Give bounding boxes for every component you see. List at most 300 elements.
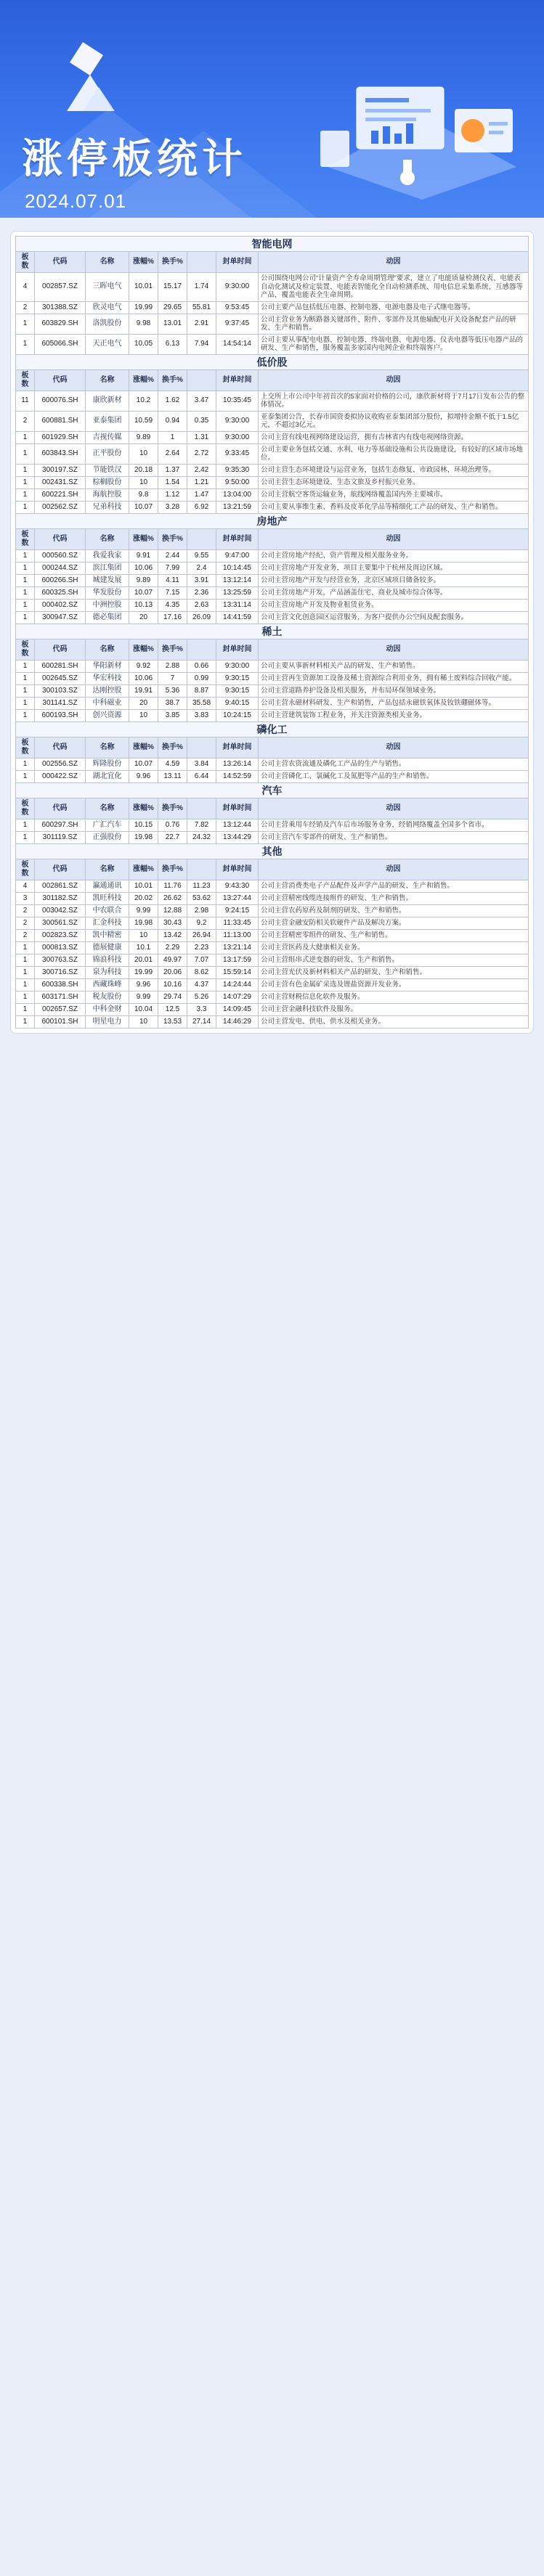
column-header: 动因	[259, 798, 529, 819]
boards-cell: 1	[16, 831, 35, 843]
change-cell: 9.89	[129, 431, 158, 443]
change-cell: 20	[129, 697, 158, 709]
stock-name-cell: 凯中精密	[86, 929, 129, 941]
change-cell: 10.2	[129, 391, 158, 411]
column-header: 动因	[259, 859, 529, 880]
turnover-cell: 12.88	[158, 904, 187, 917]
column-header: 板数	[16, 639, 35, 660]
stock-name-cell: 湖北宜化	[86, 770, 129, 782]
boards-cell: 1	[16, 586, 35, 599]
column-header: 代码	[35, 859, 86, 880]
code-cell: 002823.SZ	[35, 929, 86, 941]
change-cell: 20.02	[129, 892, 158, 904]
column-header	[187, 639, 216, 660]
code-cell: 000560.SZ	[35, 549, 86, 562]
seal-amount-cell: 5.26	[187, 991, 216, 1003]
limit-up-table	[15, 236, 529, 1029]
turnover-cell: 0.76	[158, 819, 187, 831]
boards-cell: 2	[16, 929, 35, 941]
code-cell: 600221.SH	[35, 488, 86, 501]
stock-name-cell: 中科磁业	[86, 697, 129, 709]
column-header-row	[16, 252, 529, 273]
reason-cell: 公司主营文化创意园区运营服务，为客户提供办公空间及配套服务。	[259, 611, 529, 623]
boards-cell: 1	[16, 476, 35, 488]
boards-cell: 1	[16, 660, 35, 672]
seal-time-cell: 9:30:00	[216, 431, 259, 443]
column-header: 封单时间	[216, 639, 259, 660]
turnover-cell: 29.65	[158, 301, 187, 314]
turnover-cell: 13.42	[158, 929, 187, 941]
reason-cell: 公司主要从事配电电器、控制电器、终端电器、电源电器、仪表电器等低压电器产品的研发、生产和销售，服务覆盖多家国内电网企业和终端客户。	[259, 334, 529, 354]
seal-amount-cell: 1.74	[187, 273, 216, 302]
table-row	[16, 501, 529, 513]
column-header: 名称	[86, 369, 129, 391]
code-cell: 600101.SH	[35, 1015, 86, 1028]
column-header: 涨幅%	[129, 528, 158, 549]
reason-cell: 公司主营组串式逆变器的研发、生产和销售。	[259, 954, 529, 966]
seal-time-cell: 13:12:44	[216, 819, 259, 831]
code-cell: 301141.SZ	[35, 697, 86, 709]
change-cell: 9.8	[129, 488, 158, 501]
table-row	[16, 549, 529, 562]
boards-cell: 3	[16, 892, 35, 904]
change-cell: 20.18	[129, 464, 158, 476]
column-header	[187, 528, 216, 549]
column-header: 名称	[86, 737, 129, 758]
stock-name-cell: 锦浪科技	[86, 954, 129, 966]
change-cell: 9.96	[129, 770, 158, 782]
boards-cell: 1	[16, 501, 35, 513]
reason-cell: 公司主营消费类电子产品配件及声学产品的研发、生产和销售。	[259, 880, 529, 892]
turnover-cell: 5.36	[158, 684, 187, 697]
table-row	[16, 431, 529, 443]
change-cell: 19.98	[129, 917, 158, 929]
change-cell: 10.07	[129, 501, 158, 513]
column-header: 动因	[259, 737, 529, 758]
seal-time-cell: 13:21:59	[216, 501, 259, 513]
stock-name-cell: 泉为科技	[86, 966, 129, 978]
code-cell: 000813.SZ	[35, 941, 86, 954]
turnover-cell: 22.7	[158, 831, 187, 843]
turnover-cell: 1.12	[158, 488, 187, 501]
turnover-cell: 15.17	[158, 273, 187, 302]
seal-amount-cell: 0.35	[187, 411, 216, 431]
boards-cell: 2	[16, 301, 35, 314]
change-cell: 10.15	[129, 819, 158, 831]
seal-time-cell: 10:24:15	[216, 709, 259, 721]
seal-amount-cell: 3.83	[187, 709, 216, 721]
column-header: 涨幅%	[129, 859, 158, 880]
seal-amount-cell: 8.62	[187, 966, 216, 978]
seal-amount-cell: 35.58	[187, 697, 216, 709]
code-cell: 600193.SH	[35, 709, 86, 721]
boards-cell: 1	[16, 684, 35, 697]
boards-cell: 1	[16, 334, 35, 354]
code-cell: 301119.SZ	[35, 831, 86, 843]
turnover-cell: 12.5	[158, 1003, 187, 1015]
change-cell: 10.07	[129, 586, 158, 599]
reason-cell: 亚泰集团公告，长春市国资委拟协议收购亚泰集团部分股份，拟增持金额不低于1.5亿元，不超过3亿元。	[259, 411, 529, 431]
column-header: 换手%	[158, 859, 187, 880]
turnover-cell: 13.53	[158, 1015, 187, 1028]
code-cell: 603843.SH	[35, 443, 86, 464]
seal-amount-cell: 3.91	[187, 574, 216, 586]
reason-cell: 公司主营再生资源加工设备及稀土资源综合利用业务，拥有稀土废料综合回收产能。	[259, 672, 529, 684]
stock-name-cell: 达刚控股	[86, 684, 129, 697]
change-cell: 19.91	[129, 684, 158, 697]
table-row	[16, 954, 529, 966]
section-header-row	[16, 513, 529, 528]
page-date: 2024.07.01	[25, 190, 127, 212]
table-row	[16, 917, 529, 929]
seal-time-cell: 15:59:14	[216, 966, 259, 978]
seal-time-cell: 9:30:00	[216, 660, 259, 672]
column-header: 涨幅%	[129, 252, 158, 273]
turnover-cell: 1.62	[158, 391, 187, 411]
boards-cell: 1	[16, 611, 35, 623]
boards-cell: 1	[16, 562, 35, 574]
seal-time-cell: 13:04:00	[216, 488, 259, 501]
seal-amount-cell: 9.2	[187, 917, 216, 929]
column-header: 名称	[86, 798, 129, 819]
turnover-cell: 38.7	[158, 697, 187, 709]
seal-time-cell: 11:33:45	[216, 917, 259, 929]
column-header	[187, 737, 216, 758]
code-cell: 002657.SZ	[35, 1003, 86, 1015]
code-cell: 300763.SZ	[35, 954, 86, 966]
seal-amount-cell: 53.62	[187, 892, 216, 904]
change-cell: 9.99	[129, 991, 158, 1003]
column-header: 名称	[86, 859, 129, 880]
stock-name-cell: 华宏科技	[86, 672, 129, 684]
page-title: 涨停板统计	[22, 136, 247, 181]
column-header: 代码	[35, 737, 86, 758]
stock-name-cell: 税友股份	[86, 991, 129, 1003]
turnover-cell: 2.29	[158, 941, 187, 954]
seal-amount-cell: 1.21	[187, 476, 216, 488]
seal-time-cell: 13:44:29	[216, 831, 259, 843]
stock-name-cell: 创兴资源	[86, 709, 129, 721]
boards-cell: 1	[16, 443, 35, 464]
column-header: 名称	[86, 252, 129, 273]
column-header: 名称	[86, 528, 129, 549]
stock-name-cell: 洛凯股份	[86, 314, 129, 334]
code-cell: 600881.SH	[35, 411, 86, 431]
column-header: 换手%	[158, 737, 187, 758]
seal-amount-cell: 0.99	[187, 672, 216, 684]
table-row	[16, 443, 529, 464]
column-header: 板数	[16, 252, 35, 273]
change-cell: 20.01	[129, 954, 158, 966]
column-header-row	[16, 639, 529, 660]
code-cell: 002645.SZ	[35, 672, 86, 684]
seal-time-cell: 9:30:15	[216, 684, 259, 697]
boards-cell: 1	[16, 954, 35, 966]
code-cell: 605066.SH	[35, 334, 86, 354]
table-row	[16, 586, 529, 599]
reason-cell: 公司主营财税信息化软件及服务。	[259, 991, 529, 1003]
reason-cell: 公司主营光伏及新材料相关产品的研发、生产和销售。	[259, 966, 529, 978]
seal-time-cell: 14:07:29	[216, 991, 259, 1003]
stock-name-cell: 德展健康	[86, 941, 129, 954]
stock-name-cell: 天正电气	[86, 334, 129, 354]
code-cell: 601929.SH	[35, 431, 86, 443]
table-row	[16, 684, 529, 697]
code-cell: 600325.SH	[35, 586, 86, 599]
table-row	[16, 391, 529, 411]
change-cell: 9.99	[129, 904, 158, 917]
stock-name-cell: 滨江集团	[86, 562, 129, 574]
seal-time-cell: 13:31:14	[216, 599, 259, 611]
turnover-cell: 6.13	[158, 334, 187, 354]
boards-cell: 1	[16, 941, 35, 954]
turnover-cell: 4.35	[158, 599, 187, 611]
section-header-row	[16, 843, 529, 859]
section-title: 低价股	[16, 354, 529, 369]
table-row	[16, 929, 529, 941]
seal-amount-cell: 2.4	[187, 562, 216, 574]
seal-amount-cell: 2.98	[187, 904, 216, 917]
boards-cell: 1	[16, 431, 35, 443]
reason-cell: 公司主营生态环境建设与运营业务，包括生态修复、市政园林、环境治理等。	[259, 464, 529, 476]
code-cell: 301182.SZ	[35, 892, 86, 904]
turnover-cell: 0.94	[158, 411, 187, 431]
code-cell: 301388.SZ	[35, 301, 86, 314]
seal-amount-cell: 3.84	[187, 758, 216, 770]
change-cell: 10.01	[129, 880, 158, 892]
column-header: 封单时间	[216, 369, 259, 391]
code-cell: 002562.SZ	[35, 501, 86, 513]
change-cell: 10.01	[129, 273, 158, 302]
code-cell: 603829.SH	[35, 314, 86, 334]
seal-time-cell: 11:13:00	[216, 929, 259, 941]
stock-name-cell: 海航控股	[86, 488, 129, 501]
seal-time-cell: 9:43:30	[216, 880, 259, 892]
change-cell: 9.91	[129, 549, 158, 562]
table-row	[16, 709, 529, 721]
seal-time-cell: 9:53:45	[216, 301, 259, 314]
code-cell: 003042.SZ	[35, 904, 86, 917]
stock-name-cell: 中洲控股	[86, 599, 129, 611]
column-header: 换手%	[158, 798, 187, 819]
column-header: 涨幅%	[129, 639, 158, 660]
turnover-cell: 1.54	[158, 476, 187, 488]
column-header: 封单时间	[216, 798, 259, 819]
seal-time-cell: 9:24:15	[216, 904, 259, 917]
limit-up-table-panel	[10, 231, 534, 1034]
table-row	[16, 697, 529, 709]
column-header: 封单时间	[216, 859, 259, 880]
seal-time-cell: 14:24:44	[216, 978, 259, 991]
table-row	[16, 672, 529, 684]
code-cell: 603171.SH	[35, 991, 86, 1003]
column-header: 封单时间	[216, 252, 259, 273]
table-row	[16, 966, 529, 978]
boards-cell: 1	[16, 464, 35, 476]
stock-name-cell: 吉视传媒	[86, 431, 129, 443]
data-dashboard-illustration-icon	[299, 58, 531, 203]
table-row	[16, 314, 529, 334]
column-header: 动因	[259, 528, 529, 549]
reason-cell: 公司主营航空客货运输业务，航线网络覆盖国内外主要城市。	[259, 488, 529, 501]
change-cell: 19.99	[129, 966, 158, 978]
turnover-cell: 17.16	[158, 611, 187, 623]
stock-name-cell: 中科金财	[86, 1003, 129, 1015]
change-cell: 10.1	[129, 941, 158, 954]
change-cell: 10	[129, 709, 158, 721]
column-header: 涨幅%	[129, 737, 158, 758]
boards-cell: 1	[16, 770, 35, 782]
change-cell: 10.05	[129, 334, 158, 354]
stock-name-cell: 中农联合	[86, 904, 129, 917]
stock-name-cell: 华发股份	[86, 586, 129, 599]
stock-name-cell: 亚泰集团	[86, 411, 129, 431]
code-cell: 000422.SZ	[35, 770, 86, 782]
seal-amount-cell: 6.44	[187, 770, 216, 782]
table-row	[16, 941, 529, 954]
stock-name-cell: 三晖电气	[86, 273, 129, 302]
turnover-cell: 7.99	[158, 562, 187, 574]
boards-cell: 1	[16, 1003, 35, 1015]
stock-name-cell: 节能铁汉	[86, 464, 129, 476]
seal-time-cell: 9:47:00	[216, 549, 259, 562]
table-row	[16, 562, 529, 574]
column-header: 封单时间	[216, 737, 259, 758]
boards-cell: 1	[16, 819, 35, 831]
table-row	[16, 904, 529, 917]
stock-name-cell: 华阳新材	[86, 660, 129, 672]
turnover-cell: 13.11	[158, 770, 187, 782]
boards-cell: 1	[16, 599, 35, 611]
code-cell: 002861.SZ	[35, 880, 86, 892]
table-row	[16, 488, 529, 501]
seal-amount-cell: 2.42	[187, 464, 216, 476]
seal-amount-cell: 7.82	[187, 819, 216, 831]
seal-amount-cell: 7.07	[187, 954, 216, 966]
table-row	[16, 978, 529, 991]
section-header-row	[16, 782, 529, 798]
reason-cell: 公司主营房地产开发，产品涵盖住宅、商业及城市综合体等。	[259, 586, 529, 599]
seal-time-cell: 9:40:15	[216, 697, 259, 709]
column-header: 换手%	[158, 639, 187, 660]
reason-cell: 公司主营精密线缆连接组件的研发、生产和销售。	[259, 892, 529, 904]
reason-cell: 公司主营医药及大健康相关业务。	[259, 941, 529, 954]
turnover-cell: 11.76	[158, 880, 187, 892]
seal-amount-cell: 27.14	[187, 1015, 216, 1028]
change-cell: 20	[129, 611, 158, 623]
change-cell: 9.96	[129, 978, 158, 991]
boards-cell: 1	[16, 697, 35, 709]
column-header	[187, 252, 216, 273]
turnover-cell: 29.74	[158, 991, 187, 1003]
section-title: 磷化工	[16, 721, 529, 737]
code-cell: 300947.SZ	[35, 611, 86, 623]
seal-amount-cell: 2.63	[187, 599, 216, 611]
boards-cell: 2	[16, 411, 35, 431]
seal-amount-cell: 2.23	[187, 941, 216, 954]
stock-name-cell: 兄弟科技	[86, 501, 129, 513]
change-cell: 9.92	[129, 660, 158, 672]
header-banner	[0, 0, 544, 218]
reason-cell: 公司主营汽车零部件的研发、生产和销售。	[259, 831, 529, 843]
reason-cell: 公司主营道路养护设备及相关服务，并布局环保领域业务。	[259, 684, 529, 697]
seal-amount-cell: 24.32	[187, 831, 216, 843]
seal-time-cell: 13:21:14	[216, 941, 259, 954]
seal-amount-cell: 26.09	[187, 611, 216, 623]
boards-cell: 1	[16, 314, 35, 334]
column-header: 代码	[35, 528, 86, 549]
column-header-row	[16, 528, 529, 549]
column-header: 封单时间	[216, 528, 259, 549]
table-row	[16, 1003, 529, 1015]
section-title: 汽车	[16, 782, 529, 798]
stock-name-cell: 康欣新材	[86, 391, 129, 411]
turnover-cell: 3.85	[158, 709, 187, 721]
column-header: 板数	[16, 369, 35, 391]
table-row	[16, 273, 529, 302]
stock-name-cell: 明星电力	[86, 1015, 129, 1028]
code-cell: 300197.SZ	[35, 464, 86, 476]
turnover-cell: 10.16	[158, 978, 187, 991]
boards-cell: 1	[16, 991, 35, 1003]
stock-name-cell: 西藏珠峰	[86, 978, 129, 991]
stock-name-cell: 广汇汽车	[86, 819, 129, 831]
stock-name-cell: 凯旺科技	[86, 892, 129, 904]
seal-time-cell: 13:26:14	[216, 758, 259, 770]
column-header-row	[16, 737, 529, 758]
column-header: 板数	[16, 528, 35, 549]
reason-cell: 公司主营乘用车经销及汽车后市场服务业务，经销网络覆盖全国多个省市。	[259, 819, 529, 831]
reason-cell: 上交所上市公司中年初首次的5家面对价格的公司，康欣新材将于7月17日发布公告的整体情况。	[259, 391, 529, 411]
table-row	[16, 611, 529, 623]
column-header: 涨幅%	[129, 798, 158, 819]
table-row	[16, 599, 529, 611]
column-header: 动因	[259, 639, 529, 660]
column-header: 代码	[35, 369, 86, 391]
seal-amount-cell: 2.36	[187, 586, 216, 599]
turnover-cell: 4.11	[158, 574, 187, 586]
table-row	[16, 991, 529, 1003]
seal-time-cell: 13:12:14	[216, 574, 259, 586]
seal-amount-cell: 7.94	[187, 334, 216, 354]
section-title: 房地产	[16, 513, 529, 528]
seal-amount-cell: 11.23	[187, 880, 216, 892]
code-cell: 000402.SZ	[35, 599, 86, 611]
seal-amount-cell: 2.91	[187, 314, 216, 334]
reason-cell: 公司主营农资流通及磷化工产品的生产与销售。	[259, 758, 529, 770]
boards-cell: 1	[16, 1015, 35, 1028]
section-header-row	[16, 237, 529, 252]
column-header-row	[16, 798, 529, 819]
reason-cell: 公司主营建筑装饰工程业务，并关注资源类相关业务。	[259, 709, 529, 721]
change-cell: 9.89	[129, 574, 158, 586]
reason-cell: 公司主要从事新材料相关产品的研发、生产和销售。	[259, 660, 529, 672]
reason-cell: 公司围绕电网公司“计量资产全寿命周期管理”要求，建立了电能质量检测仪表、电能表自动化测试及检定装置、电能表智能化全自动检测系统、用电信息采集系统、互感器等产品，覆盖电能表全生命周期。	[259, 273, 529, 302]
seal-amount-cell: 3.47	[187, 391, 216, 411]
stock-name-cell: 辉隆股份	[86, 758, 129, 770]
column-header: 板数	[16, 798, 35, 819]
reason-cell: 公司主营永磁材料研发、生产和销售，产品包括永磁铁氧体及钕铁硼磁体等。	[259, 697, 529, 709]
reason-cell: 公司主营房地产开发及物业租赁业务。	[259, 599, 529, 611]
section-header-row	[16, 354, 529, 369]
code-cell: 002431.SZ	[35, 476, 86, 488]
seal-time-cell: 13:25:59	[216, 586, 259, 599]
seal-amount-cell: 2.72	[187, 443, 216, 464]
column-header: 换手%	[158, 528, 187, 549]
reason-cell: 公司主营有色金属矿采选及锂盐资源开发业务。	[259, 978, 529, 991]
seal-time-cell: 14:46:29	[216, 1015, 259, 1028]
seal-amount-cell: 9.55	[187, 549, 216, 562]
